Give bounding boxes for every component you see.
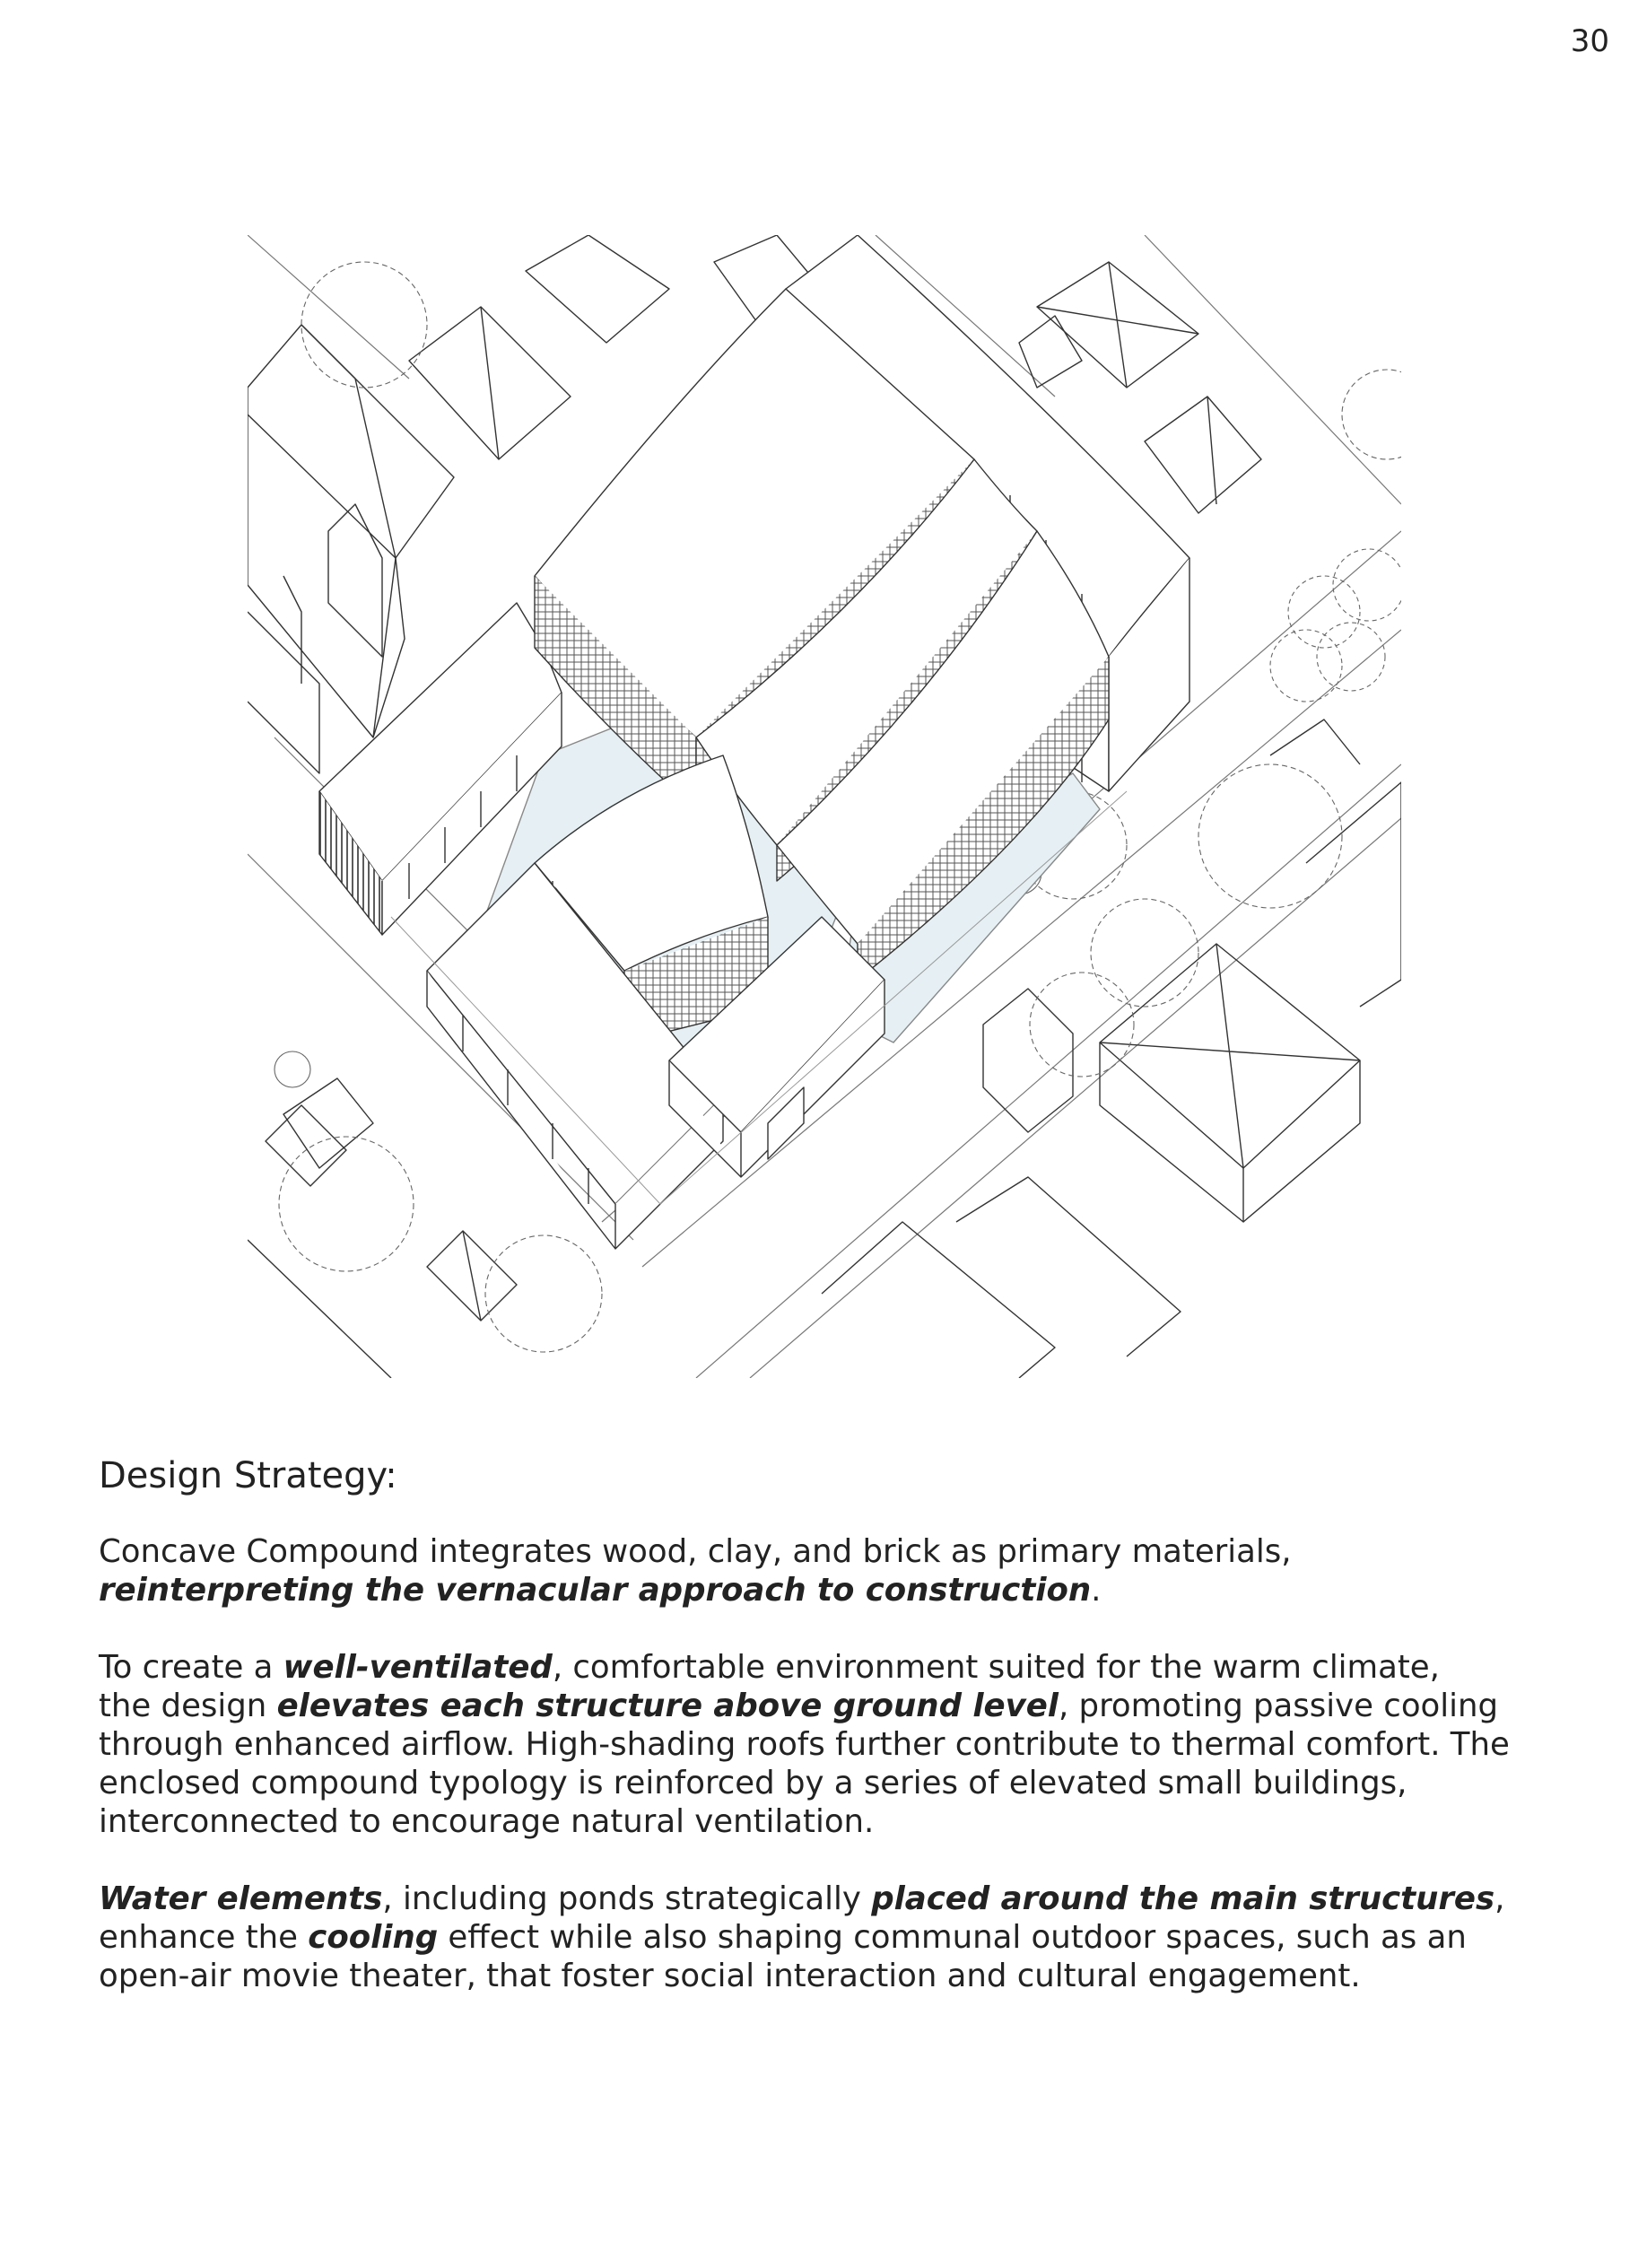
paragraph-materials bbox=[99, 1532, 1570, 1609]
text: , comfortable environment suited for the warm climate, bbox=[552, 1649, 1440, 1686]
site-axonometric-drawing bbox=[248, 235, 1401, 1378]
emphasis: well-ventilated bbox=[283, 1649, 553, 1686]
section-heading: Design Strategy: bbox=[99, 1455, 397, 1496]
text: , promoting passive cooling bbox=[1058, 1688, 1499, 1724]
neighbor-buildings-bottom-left bbox=[248, 1078, 517, 1378]
text: open-air movie theater, that foster social interaction and cultural engagement. bbox=[99, 1958, 1361, 1994]
drawing-svg bbox=[248, 235, 1401, 1378]
neighbor-building-left-small bbox=[248, 504, 382, 773]
paragraph-ventilation bbox=[99, 1648, 1570, 1841]
text: enhance the bbox=[99, 1919, 309, 1956]
emphasis: elevates each structure above ground level bbox=[276, 1688, 1059, 1724]
body-text bbox=[99, 1532, 1570, 2034]
text: . bbox=[1091, 1572, 1102, 1609]
text: , bbox=[1494, 1880, 1505, 1917]
emphasis: cooling bbox=[308, 1919, 439, 1956]
neighbor-building-left-large bbox=[248, 325, 454, 737]
page-number: 30 bbox=[1570, 23, 1609, 59]
emphasis: reinterpreting the vernacular approach to construction bbox=[99, 1572, 1092, 1609]
text: interconnected to encourage natural ventilation. bbox=[99, 1803, 875, 1840]
text: To create a bbox=[99, 1649, 283, 1686]
text: Concave Compound integrates wood, clay, and brick as primary materials, bbox=[99, 1533, 1292, 1570]
paragraph-water bbox=[99, 1880, 1570, 1995]
text: , including ponds strategically bbox=[382, 1880, 872, 1917]
text: the design bbox=[99, 1688, 277, 1724]
text: enclosed compound typology is reinforced by a series of elevated small buildings, bbox=[99, 1765, 1407, 1801]
text: effect while also shaping communal outdoor spaces, such as an bbox=[438, 1919, 1467, 1956]
emphasis: Water elements bbox=[99, 1880, 383, 1917]
text: through enhanced airflow. High-shading roofs further contribute to thermal comfort. The bbox=[99, 1726, 1510, 1763]
emphasis: placed around the main structures bbox=[871, 1880, 1495, 1917]
